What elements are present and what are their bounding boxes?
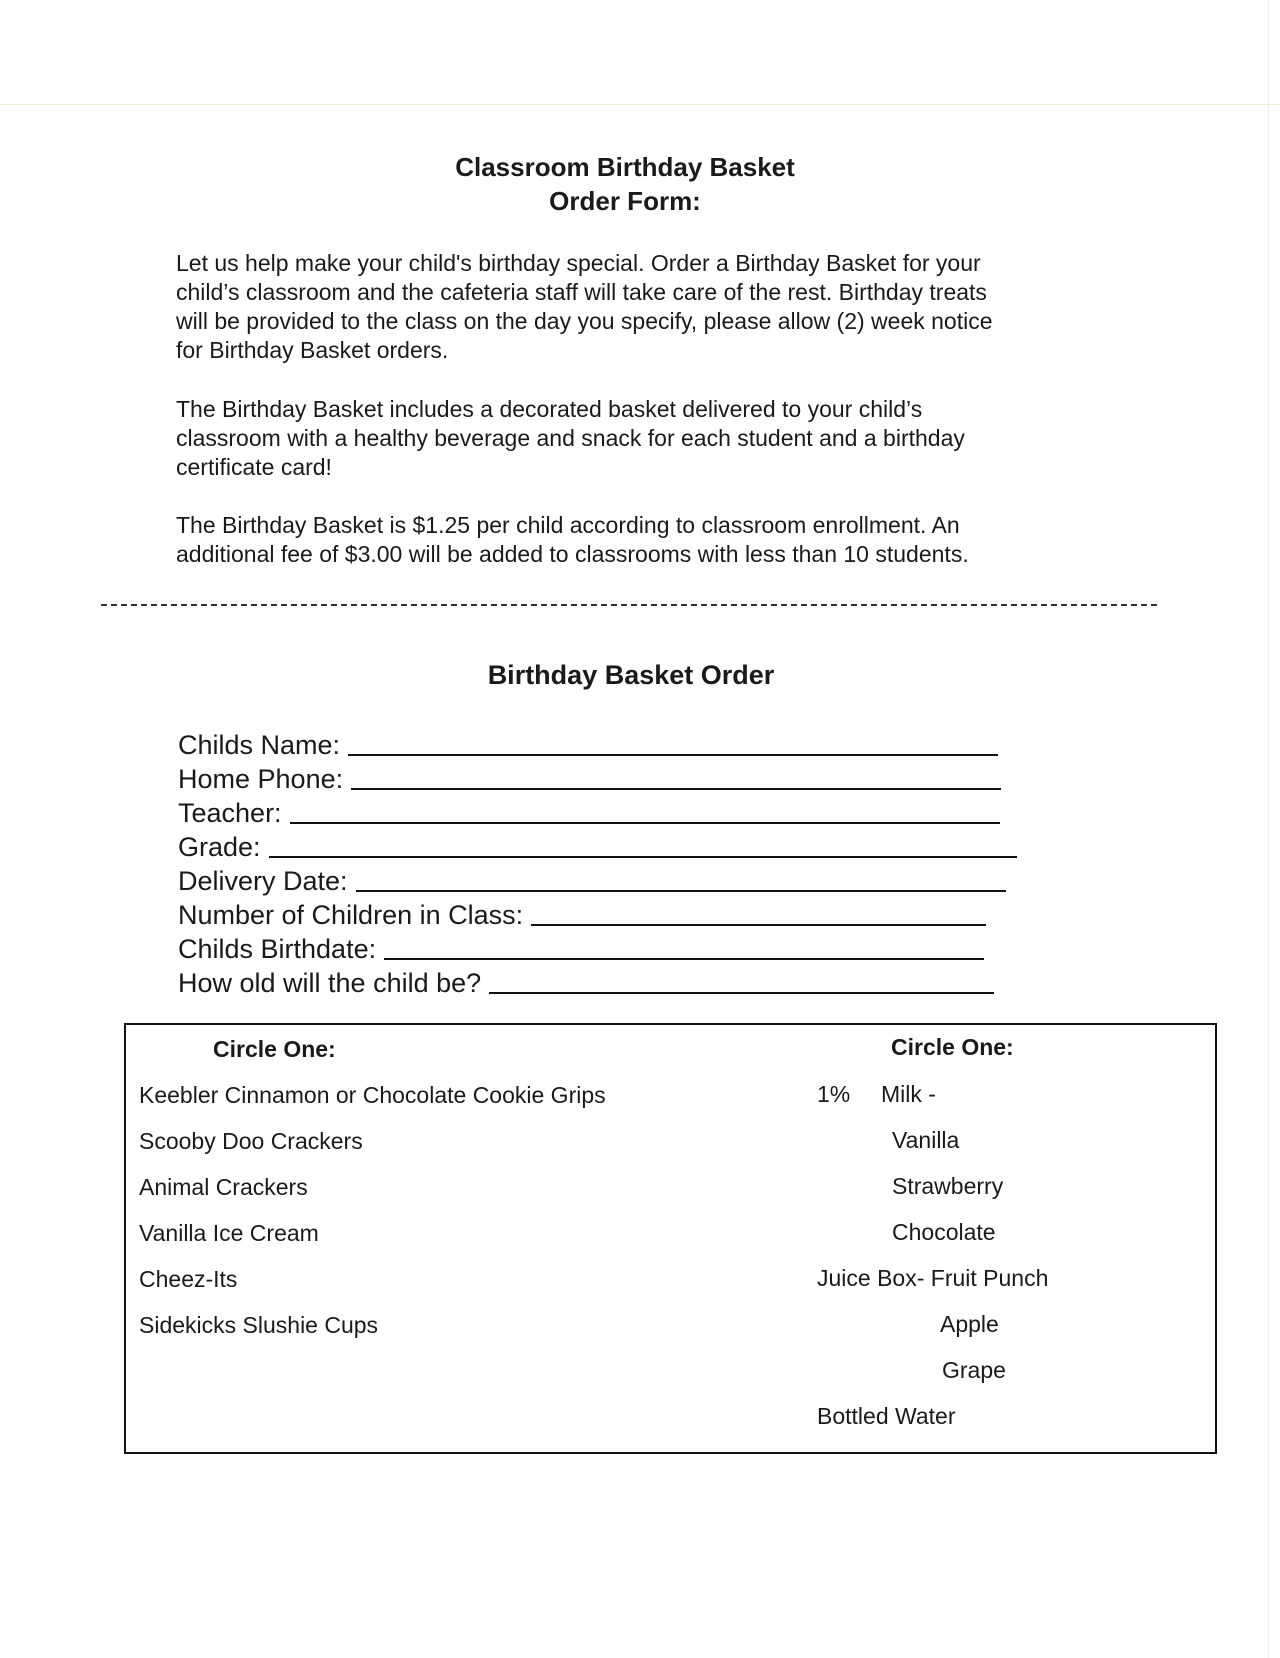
snack-option[interactable]: Cheez-Its [139,1266,238,1292]
drink-option[interactable]: Grape [942,1357,1006,1383]
intro-line: The Birthday Basket is $1.25 per child according to classroom enrollment. An [176,512,960,538]
snack-option[interactable]: Animal Crackers [139,1174,308,1200]
drink-option[interactable]: Juice Box- Fruit Punch [817,1265,1049,1291]
field-label: Teacher: [178,798,282,828]
field-label: Childs Birthdate: [178,934,377,964]
field-label: Childs Name: [178,730,341,760]
intro-line: for Birthday Basket orders. [176,337,449,363]
child-name-blank[interactable] [348,754,998,756]
intro-line: will be provided to the class on the day you specify, please allow (2) week notice [176,308,993,334]
children-count-blank[interactable] [531,924,986,926]
snack-option[interactable]: Keebler Cinnamon or Chocolate Cookie Grips [139,1082,606,1108]
order-heading: Birthday Basket Order [487,660,775,690]
intro-paragraph-3 [176,511,1096,569]
drink-circle-one-heading: Circle One: [891,1034,1014,1060]
milk-label: Milk - [881,1081,936,1107]
drink-option[interactable]: Vanilla [892,1127,960,1153]
birthdate-field[interactable] [178,932,984,966]
intro-line: Let us help make your child's birthday special. Order a Birthday Basket for your [176,250,981,276]
child-name-field[interactable] [178,728,998,762]
drink-option[interactable]: Apple [940,1311,999,1337]
field-label: Home Phone: [178,764,344,794]
field-label: Delivery Date: [178,866,348,896]
page-top-rule [0,104,1280,105]
drink-option[interactable]: Chocolate [892,1219,996,1245]
intro-paragraph-2 [176,395,1096,482]
field-label: Number of Children in Class: [178,900,524,930]
home-phone-field[interactable] [178,762,1001,796]
delivery-date-field[interactable] [178,864,1006,898]
delivery-date-blank[interactable] [356,890,1006,892]
home-phone-blank[interactable] [351,788,1001,790]
cut-line [101,604,1157,606]
children-count-field[interactable] [178,898,986,932]
intro-line: certificate card! [176,454,332,480]
drink-option[interactable]: Bottled Water [817,1403,956,1429]
form-title-line1: Classroom Birthday Basket [455,152,795,182]
teacher-blank[interactable] [290,822,1000,824]
teacher-field[interactable] [178,796,1000,830]
grade-blank[interactable] [269,856,1017,858]
snack-circle-one-heading: Circle One: [213,1036,336,1062]
snack-option[interactable]: Vanilla Ice Cream [139,1220,319,1246]
drink-option[interactable]: Strawberry [892,1173,1004,1199]
intro-line: additional fee of $3.00 will be added to classrooms with less than 10 students. [176,541,969,567]
intro-line: classroom with a healthy beverage and snack for each student and a birthday [176,425,965,451]
form-title-line2: Order Form: [549,186,701,216]
intro-line: The Birthday Basket includes a decorated basket delivered to your child’s [176,396,923,422]
child-age-blank[interactable] [489,992,994,994]
snack-option[interactable]: Sidekicks Slushie Cups [139,1312,379,1338]
page-edge-rule [1268,0,1269,1658]
field-label: How old will the child be? [178,968,482,998]
child-age-field[interactable] [178,966,994,1000]
grade-field[interactable] [178,830,1017,864]
snack-option[interactable]: Scooby Doo Crackers [139,1128,363,1154]
intro-paragraph-1 [176,249,1096,365]
intro-line: child’s classroom and the cafeteria staff will take care of the rest. Birthday treats [176,279,987,305]
milk-percent-label: 1% [817,1081,851,1107]
field-label: Grade: [178,832,261,862]
birthdate-blank[interactable] [384,958,984,960]
